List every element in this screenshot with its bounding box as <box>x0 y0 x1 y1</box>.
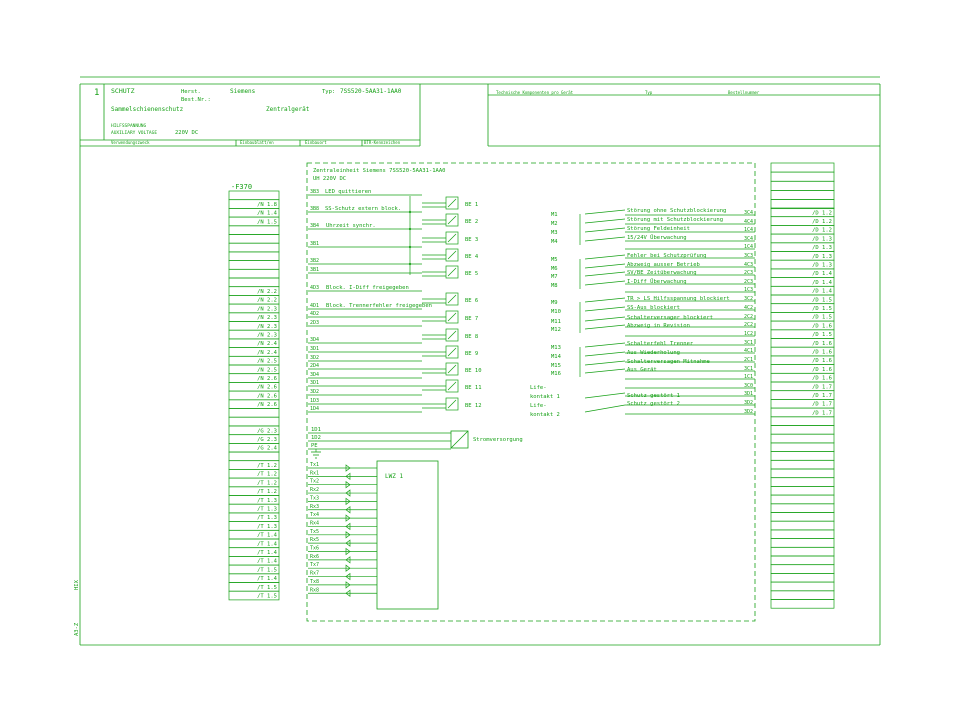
left-top-label: /N 1.5 <box>257 219 277 226</box>
relay-contact <box>585 237 625 241</box>
left-mid-label: /N 2.3 <box>257 315 277 322</box>
right-terminal-label: /D 1.6 <box>812 375 832 382</box>
be-arrow <box>448 251 456 259</box>
left-cell <box>229 269 279 278</box>
right-terminal-label: /D 1.5 <box>812 314 832 321</box>
be-label: BE 11 <box>465 385 482 391</box>
fo-pin: Tx4 <box>310 512 320 519</box>
bi-pin: 3D1 <box>310 346 320 352</box>
fo-pin: Tx3 <box>310 495 320 502</box>
relay-name: M1 <box>551 212 558 218</box>
power-pin: 1D1 <box>311 427 321 433</box>
bi-pin: 3D2 <box>310 389 320 395</box>
right-terminal-label: /D 1.4 <box>812 288 832 295</box>
relay-name: M9 <box>551 300 558 306</box>
right-terminal-label: /D 1.6 <box>812 340 832 347</box>
aux-value: 220V DC <box>175 130 199 136</box>
lwz-module <box>377 461 438 609</box>
be-arrow <box>448 331 456 339</box>
right-cell <box>771 190 834 199</box>
right-cell <box>771 547 834 556</box>
left-fo-label: /T 1.4 <box>257 532 277 539</box>
left-mid-label: /N 2.4 <box>257 349 277 356</box>
left-top-label: /N 1.8 <box>257 202 277 208</box>
right-terminal-label: /D 1.6 <box>812 349 832 356</box>
device-label: -F370 <box>231 183 253 191</box>
relay-text: 15/24V Überwachung <box>627 235 687 241</box>
power-pin: PE <box>311 443 318 449</box>
relay-name: M7 <box>551 274 558 280</box>
bi-pin: 1D4 <box>310 406 320 412</box>
left-mid-label: /N 2.2 <box>257 289 277 295</box>
aux-en: AUXILIARY VOLTAGE <box>111 131 158 136</box>
left-cell <box>229 226 279 235</box>
type-label: Typ: <box>322 89 336 95</box>
relay-name: M2 <box>551 221 558 227</box>
right-cell <box>771 478 834 487</box>
relay-name: M6 <box>551 266 558 272</box>
bi-pin: 4D3 <box>310 285 320 291</box>
bi-pin: 3B2 <box>310 258 320 264</box>
right-terminal-label: /D 1.3 <box>812 236 832 243</box>
right-terminal-label: /D 1.4 <box>812 271 832 278</box>
bi-pin: 3B3 <box>310 189 320 195</box>
relay-text: SV/BE Zeitüberwachung <box>627 270 697 276</box>
relay-pin: 4C3 <box>743 262 753 268</box>
life-label: kontakt 1 <box>530 394 560 400</box>
junction <box>409 211 411 213</box>
be-label: BE 5 <box>465 271 479 277</box>
relay-name: M13 <box>551 345 561 351</box>
right-cell <box>771 600 834 609</box>
relay-pin: 3C0 <box>743 383 753 389</box>
type-value: 7SS520-5AA31-1AA0 <box>340 88 402 95</box>
device-name: SCHUTZ <box>111 87 135 95</box>
relay-name: M10 <box>551 309 561 315</box>
bi-pin: 3B1 <box>310 241 320 247</box>
relay-name: M5 <box>551 257 558 263</box>
left-fo-label: /T 1.2 <box>257 463 277 469</box>
relay-pin: 2C2 <box>743 314 753 320</box>
be-label: BE 12 <box>465 403 482 409</box>
be-arrow <box>448 216 456 224</box>
relay-text: Abzweig in Revision <box>627 323 690 329</box>
left-cell <box>229 235 279 244</box>
left-mid-label: /N 2.2 <box>257 297 277 304</box>
typ-header: Typ <box>645 90 653 95</box>
relay-pin: 3D2 <box>743 400 753 406</box>
right-cell <box>771 486 834 495</box>
right-terminal-label: /D 1.2 <box>812 219 832 225</box>
relay-contact <box>585 255 625 259</box>
left-cell <box>229 452 279 461</box>
left-mid-label: /N 2.3 <box>257 306 277 313</box>
side-label: HIX <box>74 580 80 590</box>
relay-contact <box>585 361 625 365</box>
relay-pin: 4C4 <box>743 219 753 225</box>
relay-pin: 3C4 <box>743 210 753 216</box>
left-fo-label: /T 1.4 <box>257 576 277 583</box>
right-cell <box>771 181 834 190</box>
be-arrow <box>448 382 456 390</box>
relay-text: Störung mit Schutzblockierung <box>627 217 724 223</box>
relay-contact <box>585 343 625 347</box>
be-arrow <box>448 295 456 303</box>
bi-text: SS-Schutz extern block. <box>325 206 402 212</box>
relay-pin: 3C3 <box>743 253 753 259</box>
bi-text: Block. I-Diff freigegeben <box>326 285 409 291</box>
left-mid-label: /N 2.6 <box>257 376 277 382</box>
be-arrow <box>448 400 456 408</box>
right-cell <box>771 582 834 591</box>
be-arrow <box>448 199 456 207</box>
left-mid-label: /N 2.3 <box>257 332 277 339</box>
bi-text: Uhrzeit synchr. <box>326 223 376 229</box>
right-terminal-label: /D 1.3 <box>812 253 832 260</box>
aux-de: HILFSSPANNUNG <box>111 124 147 129</box>
junction <box>409 246 411 248</box>
relay-text: Schalterfehl Trenner <box>627 341 694 347</box>
relay-name: M8 <box>551 283 558 289</box>
relay-contact <box>585 307 625 311</box>
relay-name: M3 <box>551 230 558 236</box>
relay-text: Schalterversagen Mitnahme <box>627 359 710 365</box>
relay-pin: 3C2 <box>743 296 753 302</box>
role: Zentralgerät <box>266 106 310 113</box>
relay-contact <box>585 228 625 232</box>
right-cell <box>771 434 834 443</box>
right-terminal-label: /D 1.3 <box>812 262 832 269</box>
left-fo-label: /T 1.4 <box>257 541 277 548</box>
bi-pin: 2D4 <box>310 363 320 369</box>
left-power-label: /G 2.3 <box>257 428 277 435</box>
left-mid-label: /N 2.6 <box>257 393 277 400</box>
relay-name: M4 <box>551 239 558 245</box>
left-mid-label: /N 2.6 <box>257 384 277 391</box>
be-arrow <box>448 234 456 242</box>
side-label: A3-Z <box>74 622 80 636</box>
right-terminal-label: /D 1.5 <box>812 306 832 312</box>
relay-text: Schalterversager blockiert <box>627 315 714 321</box>
right-cell <box>771 495 834 504</box>
bi-pin: 4D2 <box>310 311 320 317</box>
right-cell <box>771 504 834 513</box>
right-cell <box>771 163 834 172</box>
fo-pin: Tx5 <box>310 528 320 535</box>
left-fo-label: /T 1.5 <box>257 584 277 591</box>
life-text: Schutz gestört 2 <box>627 401 680 407</box>
relay-text: Abzweig ausser Betrieb <box>627 262 700 268</box>
be-arrow <box>448 268 456 276</box>
relay-name: M15 <box>551 363 561 369</box>
right-cell <box>771 530 834 539</box>
right-cell <box>771 513 834 522</box>
order-label: Best.Nr.: <box>181 97 211 103</box>
right-cell <box>771 469 834 478</box>
left-fo-label: /T 1.5 <box>257 593 277 600</box>
right-terminal-label: /D 1.2 <box>812 210 832 217</box>
tech-header: Technische Komponenten pro Gerät <box>496 90 574 95</box>
right-cell <box>771 172 834 181</box>
be-label: BE 3 <box>465 237 479 243</box>
left-cell <box>229 261 279 270</box>
relay-contact <box>585 352 625 356</box>
relay-name: M11 <box>551 319 561 325</box>
fo-pin: Rx7 <box>310 570 320 577</box>
relay-pin: 3D2 <box>743 409 753 415</box>
relay-name: M16 <box>551 371 561 377</box>
be-label: BE 6 <box>465 298 479 304</box>
relay-pin: 1C3 <box>743 287 753 293</box>
junction <box>409 263 411 265</box>
right-cell <box>771 426 834 435</box>
relay-contact <box>585 317 625 321</box>
relay-pin: 1C4 <box>743 227 753 233</box>
relay-pin: 1C1 <box>743 374 753 380</box>
right-cell <box>771 460 834 469</box>
relay-contact <box>585 210 625 214</box>
left-fo-label: /T 1.4 <box>257 550 277 556</box>
relay-pin: 3C4 <box>743 236 753 242</box>
relay-text: Aus Wiederholung <box>627 350 680 356</box>
life-label: Life- <box>530 403 547 409</box>
left-fo-label: /T 1.2 <box>257 471 277 478</box>
be-label: BE 4 <box>465 254 479 260</box>
left-fo-label: /T 1.3 <box>257 506 277 513</box>
left-cell <box>229 409 279 418</box>
life-contact <box>585 393 625 398</box>
fo-pin: Rx2 <box>310 487 320 494</box>
fo-pin: Tx7 <box>310 562 320 569</box>
fo-pin: Rx3 <box>310 503 320 510</box>
bi-pin: 3B1 <box>310 267 320 273</box>
order-header: Bestellnummer <box>728 90 760 95</box>
left-cell <box>229 191 279 200</box>
left-mid-label: /N 2.5 <box>257 367 277 374</box>
left-mid-label: /N 2.4 <box>257 341 277 348</box>
central-unit-title: Zentraleinheit Siemens 7SS520-5AA31-1AA0 <box>313 168 446 174</box>
be-label: BE 8 <box>465 334 479 340</box>
row-label: Einbaublatt/en <box>240 140 274 145</box>
life-label: Life- <box>530 385 547 391</box>
be-label: BE 9 <box>465 351 479 357</box>
relay-pin: 2C3 <box>743 270 753 276</box>
left-cell <box>229 278 279 287</box>
right-terminal-label: /D 1.2 <box>812 227 832 234</box>
fo-pin: Tx2 <box>310 478 320 485</box>
bi-pin: 3B4 <box>310 223 320 229</box>
relay-pin: 2C2 <box>743 322 753 328</box>
bi-pin: 2D3 <box>310 320 320 326</box>
relay-pin: 3C1 <box>743 340 753 346</box>
left-cell <box>229 252 279 261</box>
relay-text: I-Diff Überwachung <box>627 279 687 285</box>
fo-pin: Rx6 <box>310 553 320 560</box>
relay-text: Aus Gerät <box>627 367 657 373</box>
relay-pin: 3D1 <box>743 391 753 397</box>
row-label: Einbauort <box>305 140 327 145</box>
left-top-label: /N 1.4 <box>257 210 277 217</box>
right-terminal-label: /D 1.6 <box>812 323 832 330</box>
right-cell <box>771 417 834 426</box>
life-contact-2 <box>585 405 625 412</box>
bi-pin: 4D1 <box>310 303 320 309</box>
bi-pin: 3D4 <box>310 372 320 378</box>
life-text: Schutz gestört 1 <box>627 393 680 399</box>
relay-pin: 3C1 <box>743 366 753 372</box>
fo-pin: Tx1 <box>310 462 320 468</box>
right-terminal-label: /D 1.3 <box>812 245 832 252</box>
right-cell <box>771 591 834 600</box>
right-cell <box>771 443 834 452</box>
left-fo-label: /T 1.2 <box>257 489 277 496</box>
be-label: BE 10 <box>465 368 482 374</box>
right-terminal-label: /D 1.7 <box>812 384 832 391</box>
relay-pin: 2C1 <box>743 357 753 363</box>
right-cell <box>771 556 834 565</box>
bi-pin: 1D3 <box>310 398 320 404</box>
left-fo-label: /T 1.3 <box>257 515 277 522</box>
relay-pin: 4C1 <box>743 348 753 354</box>
row-label: BTR-Kennzeichen <box>364 140 401 145</box>
relay-text: Fehler bei Schutzprüfung <box>627 253 707 259</box>
left-power-label: /G 2.3 <box>257 437 277 443</box>
relay-text: SS-Aus blockiert <box>627 305 680 311</box>
right-terminal-label: /D 1.7 <box>812 393 832 399</box>
fo-pin: Rx8 <box>310 587 320 594</box>
right-cell <box>771 573 834 582</box>
relay-contact <box>585 298 625 302</box>
row-label: Verwendungszweck <box>111 140 150 145</box>
relay-pin: 2C3 <box>743 279 753 285</box>
left-mid-label: /N 2.6 <box>257 402 277 409</box>
right-cell <box>771 521 834 530</box>
manufacturer-label: Herst. <box>181 89 201 95</box>
left-fo-label: /T 1.4 <box>257 558 277 565</box>
bi-pin: 3B8 <box>310 206 320 212</box>
left-fo-label: /T 1.2 <box>257 480 277 487</box>
bi-text: LED quittieren <box>325 189 372 195</box>
power-diagonal <box>451 431 468 448</box>
sheet-number: 1 <box>94 88 100 98</box>
bi-pin: 3D4 <box>310 337 320 343</box>
power-pin: 1D2 <box>311 435 321 441</box>
right-terminal-label: /D 1.6 <box>812 358 832 365</box>
left-fo-label: /T 1.3 <box>257 523 277 530</box>
left-mid-label: /N 2.5 <box>257 358 277 365</box>
fo-pin: Tx6 <box>310 545 320 552</box>
central-unit-voltage: UH 220V DC <box>313 176 347 182</box>
relay-contact <box>585 264 625 268</box>
be-label: BE 1 <box>465 202 479 208</box>
fo-pin: Rx1 <box>310 470 320 477</box>
description: Sammelschienenschutz <box>111 106 184 113</box>
left-power-label: /G 2.4 <box>257 445 277 452</box>
bi-text: Block. Trennerfehler freigegeben <box>326 303 432 309</box>
manufacturer-value: Siemens <box>230 88 256 95</box>
right-cell <box>771 200 834 209</box>
right-cell <box>771 565 834 574</box>
life-label: kontakt 2 <box>530 412 560 418</box>
bi-pin: 3D2 <box>310 355 320 361</box>
relay-contact <box>585 325 625 329</box>
relay-text: Störung ohne Schutzblockierung <box>627 208 727 214</box>
be-label: BE 2 <box>465 219 479 225</box>
be-arrow <box>448 348 456 356</box>
right-terminal-label: /D 1.4 <box>812 279 832 286</box>
left-cell <box>229 243 279 252</box>
relay-text: Störung Feldeinheit <box>627 226 690 232</box>
relay-name: M14 <box>551 354 561 360</box>
relay-pin: 4C2 <box>743 305 753 311</box>
relay-contact <box>585 272 625 276</box>
relay-pin: 1C4 <box>743 244 753 250</box>
relay-contact <box>585 369 625 373</box>
relay-pin: 1C2 <box>743 331 753 337</box>
left-mid-label: /N 2.3 <box>257 323 277 330</box>
power-label: Stromversorgung <box>473 437 523 443</box>
right-terminal-label: /D 1.5 <box>812 332 832 339</box>
fo-pin: Rx4 <box>310 520 320 527</box>
left-fo-label: /T 1.5 <box>257 567 277 574</box>
fo-pin: Tx8 <box>310 578 320 585</box>
relay-contact <box>585 281 625 285</box>
be-arrow <box>448 365 456 373</box>
left-fo-label: /T 1.3 <box>257 497 277 504</box>
left-cell <box>229 417 279 426</box>
be-label: BE 7 <box>465 316 479 322</box>
right-terminal-label: /D 1.7 <box>812 410 832 417</box>
right-terminal-label: /D 1.7 <box>812 401 832 408</box>
right-terminal-label: /D 1.6 <box>812 366 832 373</box>
bi-pin: 3D1 <box>310 380 320 386</box>
relay-name: M12 <box>551 327 561 333</box>
relay-contact <box>585 219 625 223</box>
right-cell <box>771 452 834 461</box>
fo-pin: Rx5 <box>310 537 320 544</box>
right-terminal-label: /D 1.5 <box>812 297 832 304</box>
be-arrow <box>448 313 456 321</box>
right-cell <box>771 539 834 548</box>
lwz-label: LWZ 1 <box>385 473 404 480</box>
relay-text: TR > LS Hilfsspannung blockiert <box>627 296 730 302</box>
junction <box>409 228 411 230</box>
